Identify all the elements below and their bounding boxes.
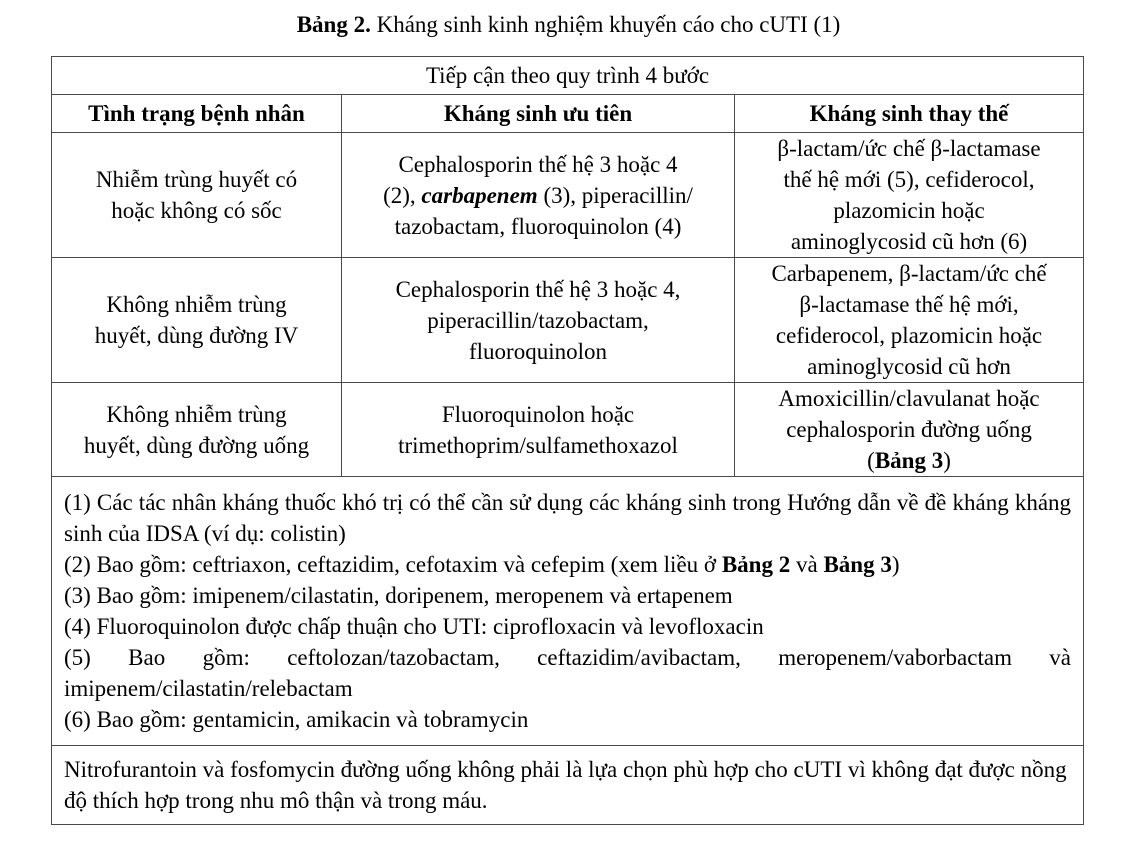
table-row xyxy=(52,383,1084,477)
status-cell: Không nhiễm trùng huyết, dùng đường uống xyxy=(52,383,342,477)
table-top-header-row xyxy=(52,57,1084,95)
table-caption xyxy=(0,10,1137,40)
preferred-cell: Cephalosporin thế hệ 3 hoặc 4, piperacillin/tazobactam, fluoroquinolon xyxy=(342,258,735,383)
footer-row xyxy=(52,746,1084,825)
top-header-cell: Tiếp cận theo quy trình 4 bước xyxy=(52,57,1084,95)
status-cell: Không nhiễm trùng huyết, dùng đường IV xyxy=(52,258,342,383)
reference-table-3: Bảng 3 xyxy=(874,448,944,473)
table-row xyxy=(52,258,1084,383)
status-cell: Nhiễm trùng huyết có hoặc không có sốc xyxy=(52,133,342,258)
column-header-preferred: Kháng sinh ưu tiên xyxy=(342,95,735,133)
note-3: (3) Bao gồm: imipenem/cilastatin, doripenem, meropenem và ertapenem xyxy=(64,583,733,608)
column-header-alternative: Kháng sinh thay thế xyxy=(735,95,1084,133)
alternative-cell: Amoxicillin/clavulanat hoặc cephalosporin đường uống (Bảng 3) xyxy=(735,383,1084,477)
table-row xyxy=(52,133,1084,258)
column-header-row xyxy=(52,95,1084,133)
alternative-cell: Carbapenem, β-lactam/ức chế β-lactamase thế hệ mới, cefiderocol, plazomicin hoặc aminoglycosid cũ hơn xyxy=(735,258,1084,383)
antibiotic-table xyxy=(51,56,1084,825)
footer-note-cell: Nitrofurantoin và fosfomycin đường uống không phải là lựa chọn phù hợp cho cUTI vì không đạt được nồng độ thích hợp trong nhu mô thận và trong máu. xyxy=(52,746,1084,825)
note-2: (2) Bao gồm: ceftriaxon, ceftazidim, cefotaxim và cefepim (xem liều ở Bảng 2 và Bảng 3) xyxy=(64,552,900,577)
preferred-cell: Fluoroquinolon hoặc trimethoprim/sulfamethoxazol xyxy=(342,383,735,477)
caption-text: Kháng sinh kinh nghiệm khuyến cáo cho cUTI (1) xyxy=(370,12,841,37)
alternative-cell: β-lactam/ức chế β-lactamase thế hệ mới (5), cefiderocol, plazomicin hoặc aminoglycosid cũ hơn (6) xyxy=(735,133,1084,258)
note-4: (4) Fluoroquinolon được chấp thuận cho UTI: ciprofloxacin và levofloxacin xyxy=(64,614,764,639)
caption-label: Bảng 2. xyxy=(296,12,371,37)
preferred-cell: Cephalosporin thế hệ 3 hoặc 4 (2), carbapenem (3), piperacillin/ tazobactam, fluoroquinolon (4) xyxy=(342,133,735,258)
note-6: (6) Bao gồm: gentamicin, amikacin và tobramycin xyxy=(64,707,529,732)
note-1: (1) Các tác nhân kháng thuốc khó trị có thể cần sử dụng các kháng sinh trong Hướng dẫn về đề kháng kháng sinh của IDSA (ví dụ: colistin) xyxy=(64,490,1072,546)
column-header-status: Tình trạng bệnh nhân xyxy=(52,95,342,133)
notes-cell xyxy=(52,477,1084,746)
notes-row xyxy=(52,477,1084,746)
emphasis-carbapenem: carbapenem xyxy=(421,182,538,208)
note-5: (5) Bao gồm: ceftolozan/tazobactam, ceftazidim/avibactam, meropenem/vaborbactam và imipenem/cilastatin/relebactam xyxy=(64,645,1072,701)
